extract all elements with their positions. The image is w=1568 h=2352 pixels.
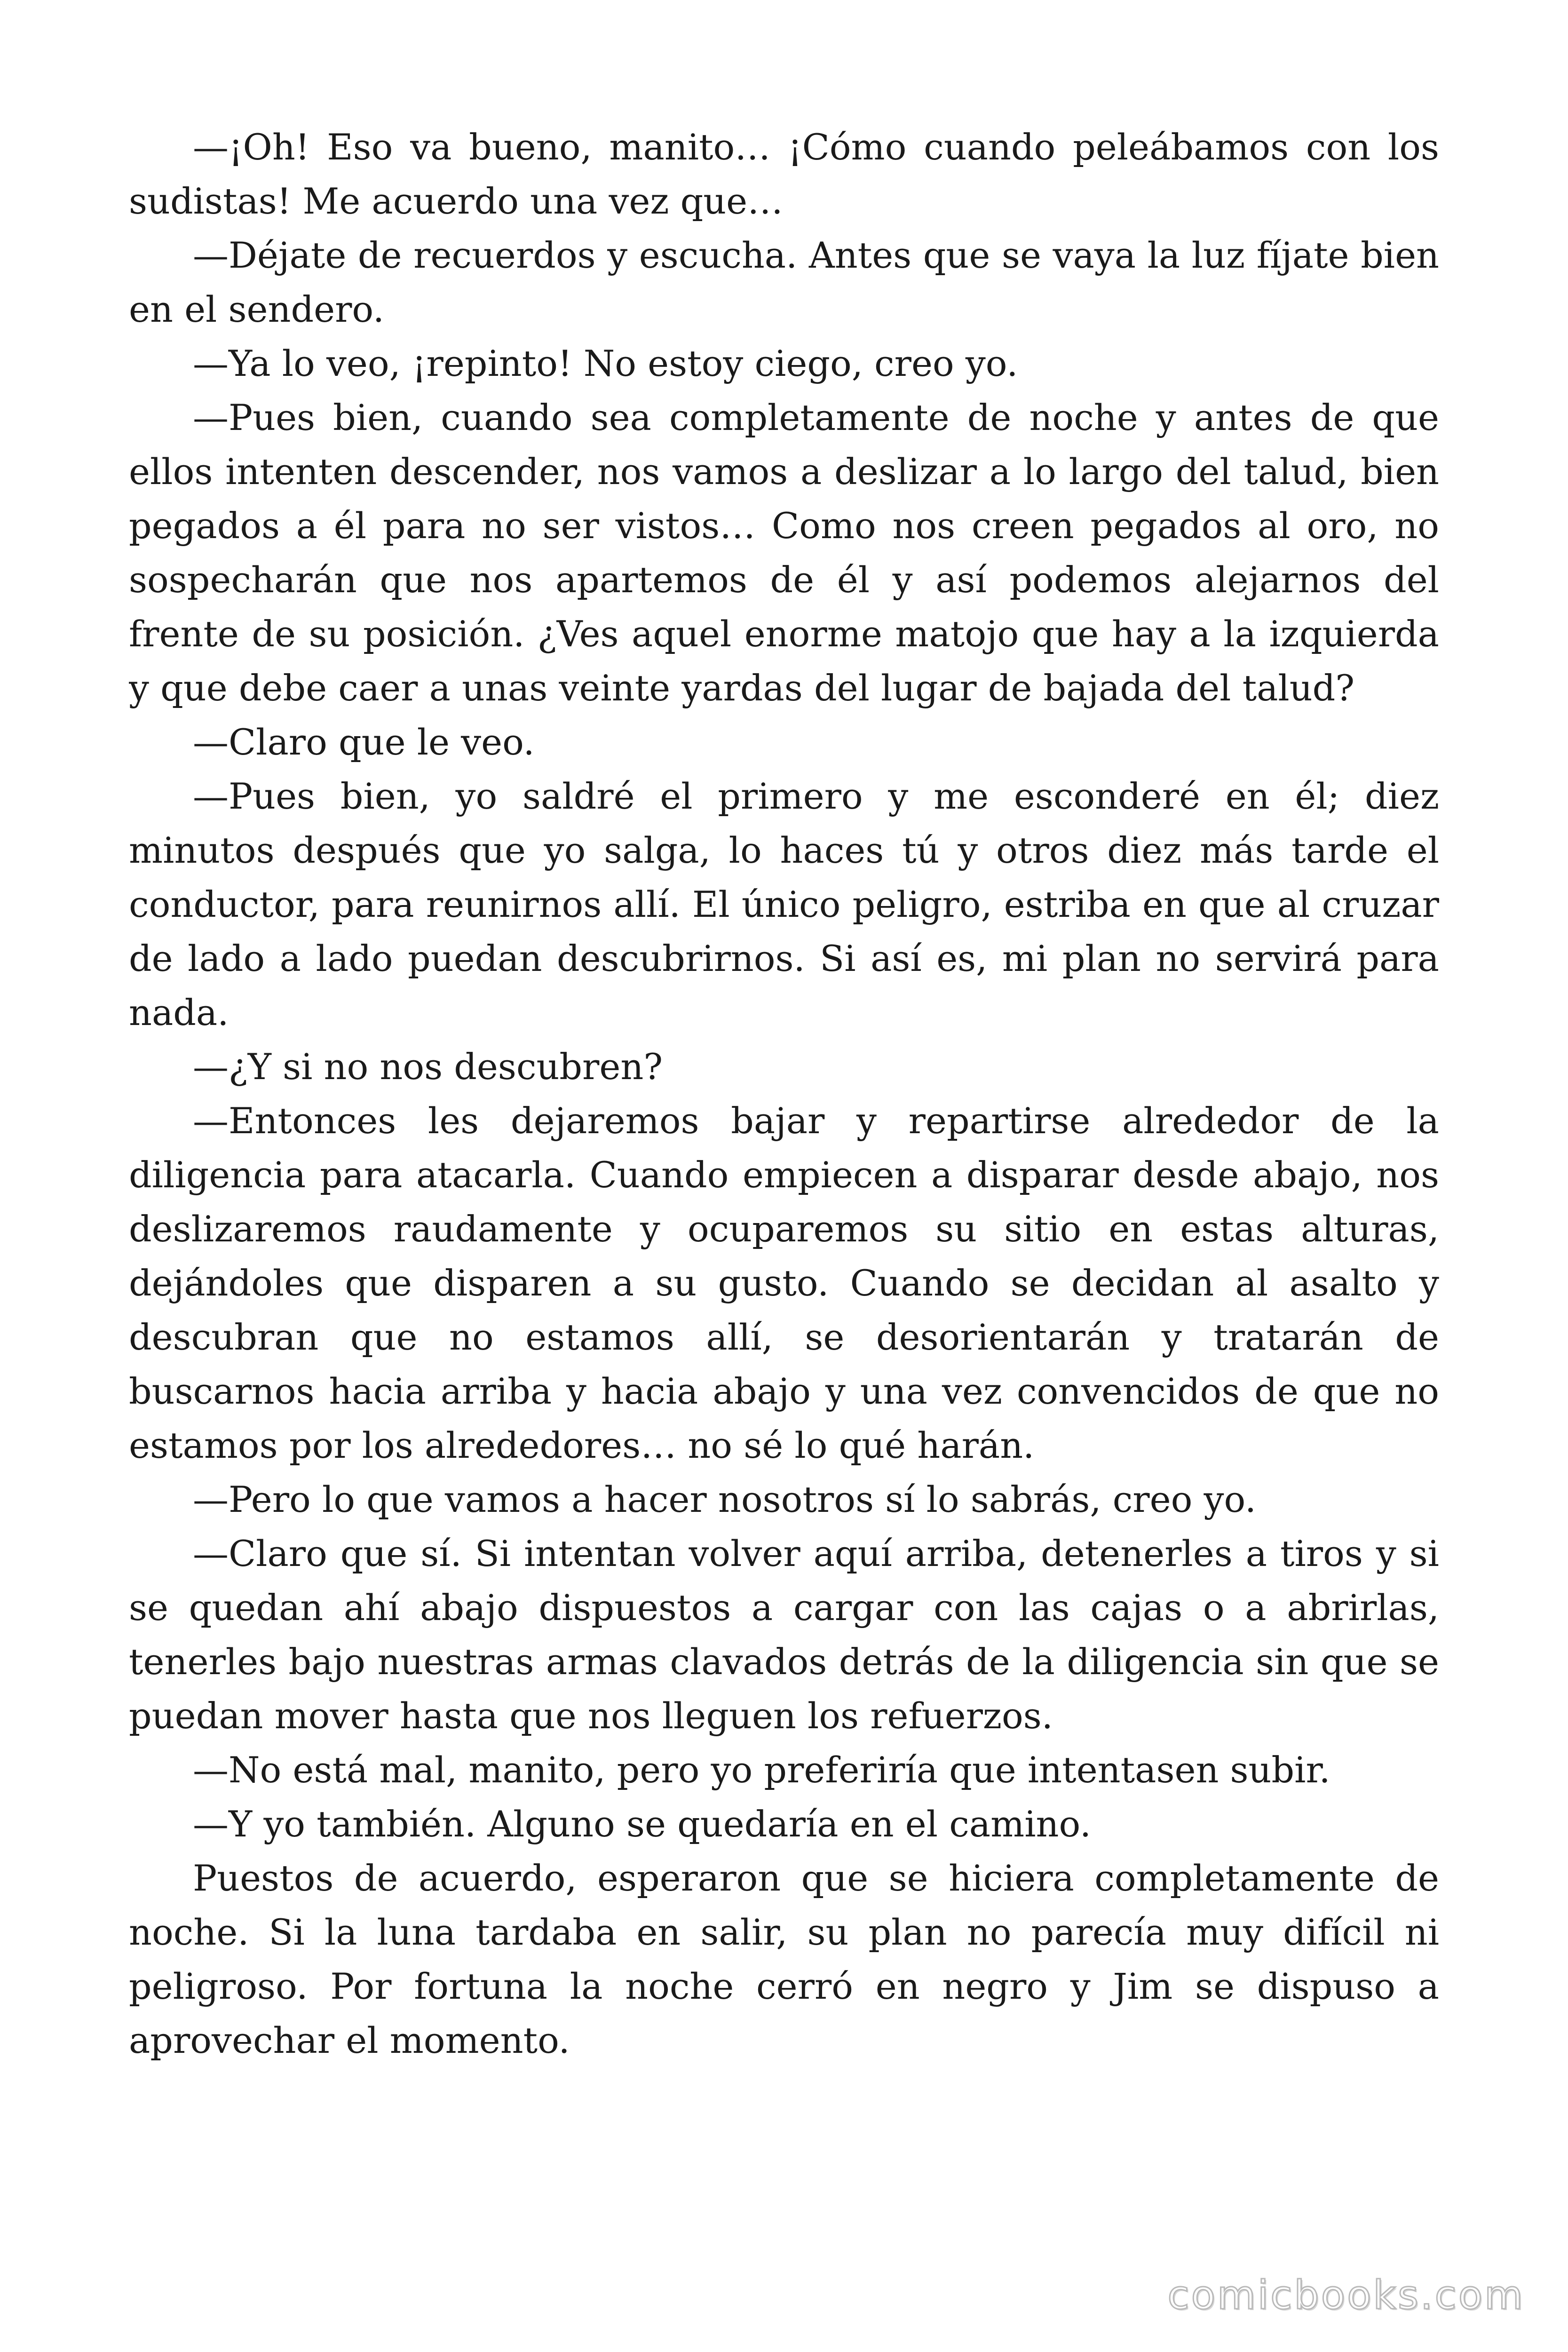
paragraph: —¡Oh! Eso va bueno, manito… ¡Cómo cuando peleábamos con los sudistas! Me acuerdo una vez que… <box>129 126 1439 222</box>
paragraph: Puestos de acuerdo, esperaron que se hiciera completamente de noche. Si la luna tardaba en salir, su plan no parecía muy difícil ni peligroso. Por fortuna la noche cerró en negro y Jim se dispuso a aprovechar el momento. <box>129 1857 1439 2061</box>
watermark: comicbooks.com <box>1167 2272 1525 2318</box>
paragraph: —Déjate de recuerdos y escucha. Antes que se vaya la luz fíjate bien en el sendero. <box>129 234 1439 330</box>
paragraph: —Ya lo veo, ¡repinto! No estoy ciego, creo yo. <box>193 342 1018 384</box>
paragraph: —Y yo también. Alguno se quedaría en el camino. <box>193 1803 1092 1845</box>
paragraph: —Claro que sí. Si intentan volver aquí arriba, detenerles a tiros y si se quedan ahí abajo dispuestos a cargar con las cajas o a abrirlas, tenerles bajo nuestras armas clavados detrás de la diligencia sin que se puedan mover hasta que nos lleguen los refuerzos. <box>129 1533 1439 1737</box>
paragraph: —Pues bien, cuando sea completamente de noche y antes de que ellos intenten descender, nos vamos a deslizar a lo largo del talud, bien pegados a él para no ser vistos… Como nos creen pegados al oro, no sospecharán que nos apartemos de él y así podemos alejarnos del frente de su posición. ¿Ves aquel enorme matojo que hay a la izquierda y que debe caer a unas veinte yardas del lugar de bajada del talud? <box>129 397 1439 709</box>
paragraph: —Entonces les dejaremos bajar y repartirse alrededor de la diligencia para atacarla. Cuando empiecen a disparar desde abajo, nos deslizaremos raudamente y ocuparemos su sitio en estas alturas, dejándoles que disparen a su gusto. Cuando se decidan al asalto y descubran que no estamos allí, se desorientarán y tratarán de buscarnos hacia arriba y hacia abajo y una vez convencidos de que no estamos por los alrededores… no sé lo qué harán. <box>129 1100 1439 1466</box>
paragraph: —Claro que le veo. <box>193 721 535 763</box>
paragraph: —No está mal, manito, pero yo preferiría que intentasen subir. <box>193 1749 1330 1791</box>
paragraph: —Pero lo que vamos a hacer nosotros sí lo sabrás, creo yo. <box>193 1478 1257 1520</box>
page-text <box>129 120 1439 2213</box>
paragraph: —Pues bien, yo saldré el primero y me esconderé en él; diez minutos después que yo salga, lo haces tú y otros diez más tarde el conductor, para reunirnos allí. El único peligro, estriba en que al cruzar de lado a lado puedan descubrirnos. Si así es, mi plan no servirá para nada. <box>129 775 1439 1033</box>
paragraph: —¿Y si no nos descubren? <box>193 1046 663 1088</box>
